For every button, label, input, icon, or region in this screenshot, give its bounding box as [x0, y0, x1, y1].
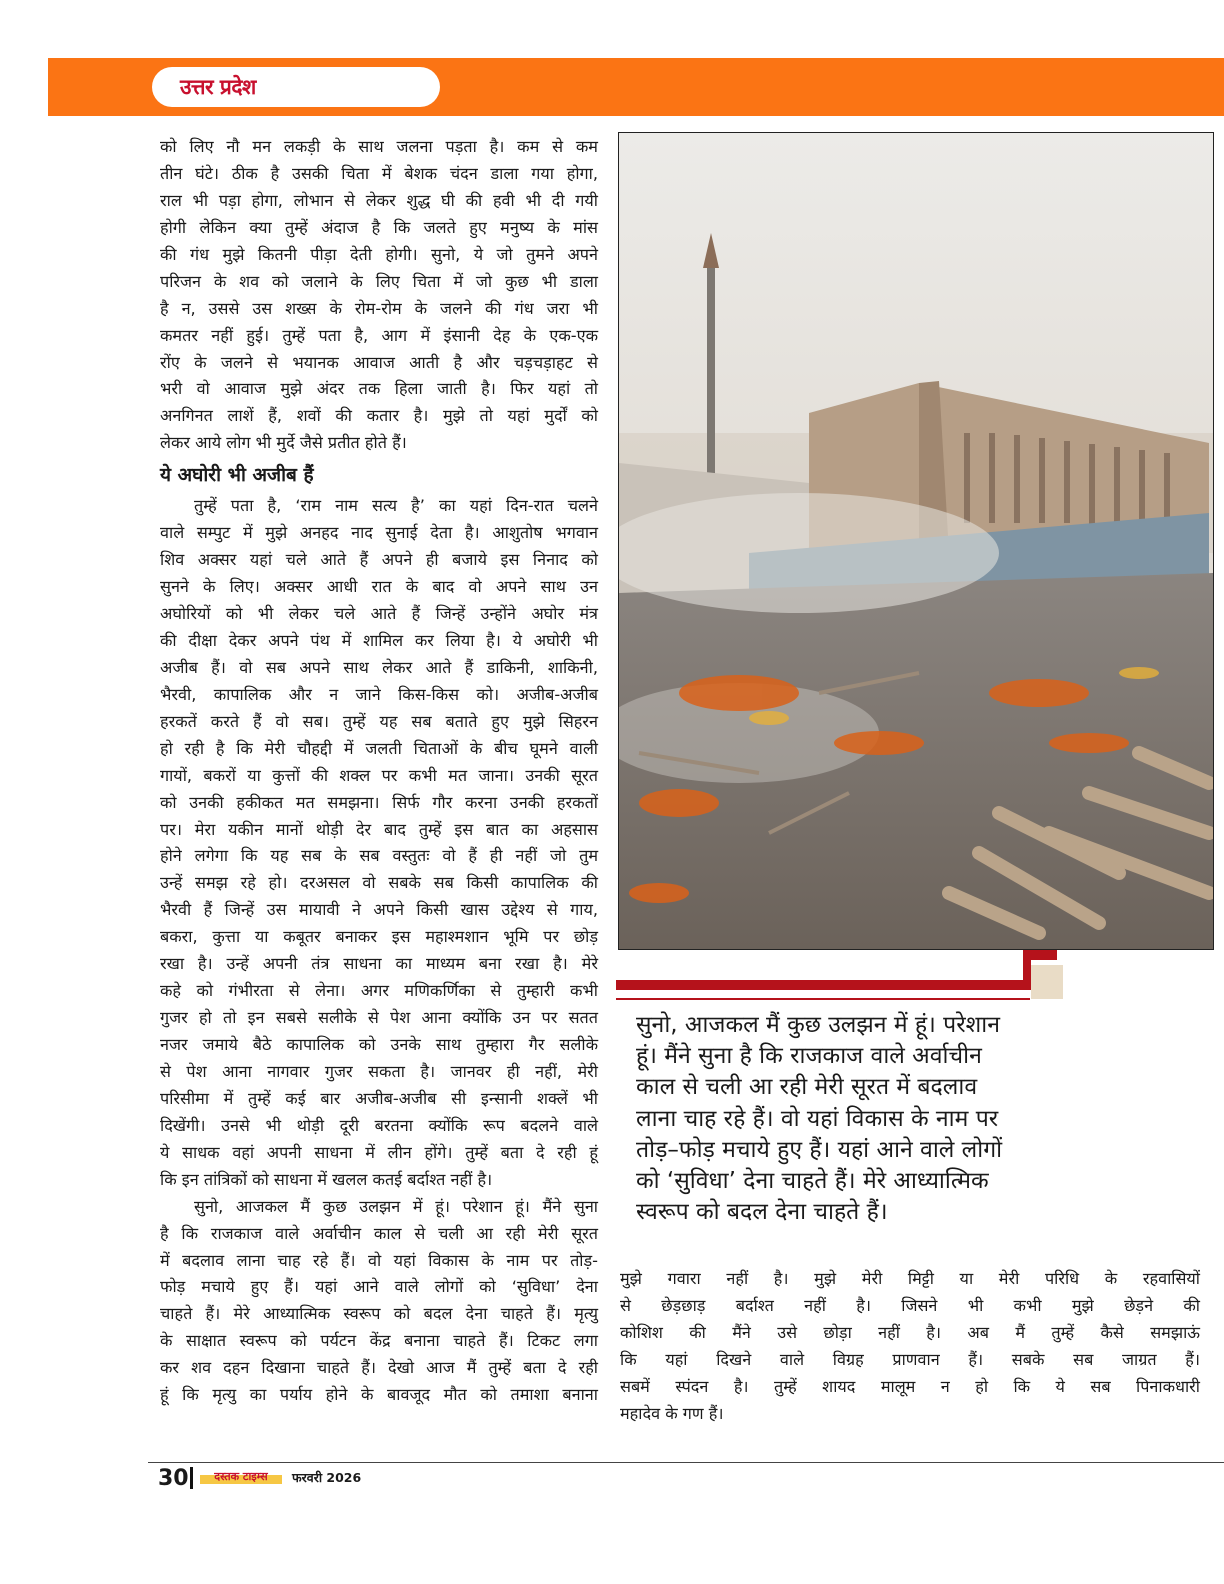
- pull-quote-line: हूं। मैंने सुना है कि राजकाज वाले अर्वाचीन: [636, 1043, 982, 1070]
- right-text-column: [620, 1266, 1200, 1428]
- body-text-line: से छेड़छाड़ बर्दाश्त नहीं है। जिसने भी कभी मुझे छेड़ने की: [620, 1295, 1200, 1315]
- pull-quote-line: सुनो, आजकल मैं कुछ उलझन में हूं। परेशान: [636, 1012, 1000, 1038]
- body-text-line: दिखेंगी। उनसे भी थोड़ी दूरी बरतना क्योंकि रूप बदलने वाले: [160, 1115, 598, 1135]
- body-text-line: पर। मेरा यकीन मानों थोड़ी देर बाद तुम्हें इस बात का अहसास: [160, 819, 598, 839]
- decorative-red-rule: [616, 980, 1030, 990]
- footer-rule: [148, 1462, 1224, 1463]
- body-text-line: को उनकी हकीकत मत समझना। सिर्फ गौर करना उनकी हरकतों: [160, 792, 598, 812]
- pull-quote-line: को ‘सुविधा’ देना चाहते हैं। मेरे आध्यात्मिक: [636, 1167, 989, 1194]
- body-text-line: महादेव के गण हैं।: [620, 1403, 724, 1423]
- body-text-line: में बदलाव लाना चाह रहे हैं। वो यहां विकास के नाम पर तोड़-: [160, 1250, 598, 1270]
- body-text-line: गुजर हो तो इन सबसे सलीके से पेश आना क्योंकि उन पर सतत: [160, 1008, 598, 1028]
- body-text-line: कि यहां दिखने वाले विग्रह प्राणवान हैं। सबके सब जाग्रत हैं।: [620, 1349, 1200, 1369]
- body-text-line: हो रही है कि मेरी चौहद्दी में जलती चिताओं के बीच घूमने वाली: [160, 738, 598, 758]
- pull-quote: [636, 1010, 1056, 1228]
- body-text-line: कि इन तांत्रिकों को साधना में खलल कतई बर्दाश्त नहीं है।: [160, 1169, 493, 1189]
- body-text-line: मुझे गवारा नहीं है। मुझे मेरी मिट्टी या मेरी परिधि के रहवासियों: [620, 1269, 1200, 1288]
- body-text-line: तुम्हें पता है, ‘राम नाम सत्य है’ का यहां दिन-रात चलने: [194, 496, 598, 516]
- body-text-line: परिजन के शव को जलाने के लिए चिता में जो कुछ भी डाला: [160, 271, 598, 291]
- body-text-line: सुनो, आजकल मैं कुछ उलझन में हूं। परेशान हूं। मैंने सुना: [194, 1196, 598, 1216]
- decorative-red-thin-rule: [616, 998, 1030, 1000]
- pull-quote-line: काल से चली आ रही मेरी सूरत में बदलाव: [636, 1074, 978, 1101]
- body-text-line: रोंए के जलने से भयानक आवाज आती है और चड़चड़ाहट से: [160, 352, 598, 372]
- body-text-line: है न, उससे उस शख्स के रोम-रोम के जलने की गंध जरा भी: [160, 298, 598, 318]
- body-text-line: शिव अक्सर यहां चले आते हैं अपने ही बजाये इस निनाद को: [160, 550, 598, 570]
- pull-quote-line: स्वरूप को बदल देना चाहते हैं।: [636, 1199, 888, 1226]
- body-text-line: नजर जमाये बैठे कापालिक को उनके साथ तुम्हारा गैर सलीके: [160, 1035, 598, 1054]
- body-text-line: सुनने के लिए। अक्सर आधी रात के बाद वो अपने साथ उन: [160, 577, 598, 597]
- section-title: उत्तर प्रदेश: [180, 75, 256, 99]
- body-text-line: गायों, बकरों या कुत्तों की शक्ल पर कभी मत जाना। उनकी सूरत: [160, 765, 598, 785]
- body-text-line: से पेश आना नागवार गुजर सकता है। जानवर ही नहीं, मेरी: [160, 1061, 598, 1081]
- body-text-line: कोशिश की मैंने उसे छोड़ा नहीं है। अब मैं तुम्हें कैसे समझाऊं: [620, 1322, 1200, 1342]
- body-text-line: को लिए नौ मन लकड़ी के साथ जलना पड़ता है। कम से कम: [160, 137, 598, 156]
- body-text-line: होगी लेकिन क्या तुम्हें अंदाज है कि जलते हुए मनुष्य के मांस: [160, 217, 598, 237]
- body-text-line: बकरा, कुत्ता या कबूतर बनाकर इस महाश्मशान भूमि पर छोड़: [160, 927, 598, 947]
- section-label-pill: [152, 67, 440, 107]
- magazine-logo: दस्तक टाइम्स: [200, 1470, 282, 1484]
- body-text-line: कहे को गंभीरता से लेना। अगर मणिकर्णिका से तुम्हारी कभी: [160, 981, 598, 1001]
- body-text-line: तीन घंटे। ठीक है उसकी चिता में बेशक चंदन डाला गया होगा,: [160, 163, 598, 183]
- body-text-line: अजीब हैं। वो सब अपने साथ लेकर आते हैं डाकिनी, शाकिनी,: [160, 657, 598, 677]
- body-text-line: लेकर आये लोग भी मुर्दे जैसे प्रतीत होते हैं।: [160, 433, 407, 453]
- body-text-line: ये साधक वहां अपनी साधना में लीन होंगे। तुम्हें बता दे रही हूं: [160, 1142, 598, 1162]
- body-text-line: वाले सम्पुट में मुझे अनहद नाद सुनाई देता है। आशुतोष भगवान: [160, 523, 598, 543]
- body-text-line: फोड़ मचाये हुए हैं। यहां आने वाले लोगों को ‘सुविधा’ देना: [160, 1277, 598, 1297]
- body-text-line: के साक्षात स्वरूप को पर्यटन केंद्र बनाना चाहते हैं। टिकट लगा: [160, 1331, 598, 1351]
- body-text-line: हूं कि मृत्यु का पर्याय होने के बावजूद मौत को तमाशा बनाना: [160, 1385, 598, 1405]
- cremation-ghat-photo: [618, 132, 1214, 950]
- body-text-line: उन्हें समझ रहे हो। दरअसल वो सबके सब किसी कापालिक की: [160, 873, 598, 893]
- decorative-beige-square: [1031, 965, 1063, 999]
- footer-divider: [190, 1467, 193, 1489]
- subheading: ये अघोरी भी अजीब हैं: [160, 464, 314, 487]
- body-text-line: की गंध मुझे कितनी पीड़ा देती होगी। सुनो, ये जो तुमने अपने: [160, 244, 598, 264]
- body-text-line: कर शव दहन दिखाना चाहते हैं। देखो आज मैं तुम्हें बता दे रही: [160, 1358, 598, 1378]
- body-text-line: है कि राजकाज वाले अर्वाचीन काल से चली आ रही मेरी सूरत: [160, 1223, 598, 1243]
- body-text-line: होने लगेगा कि यह सब के सब वस्तुतः वो हैं ही नहीं जो तुम: [160, 846, 598, 866]
- pull-quote-line: तोड़–फोड़ मचाये हुए हैं। यहां आने वाले लोगों: [636, 1136, 1003, 1163]
- body-text-line: चाहते हैं। मेरे आध्यात्मिक स्वरूप को बदल देना चाहते हैं। मृत्यु: [160, 1304, 598, 1324]
- body-text-line: कमतर नहीं हुई। तुम्हें पता है, आग में इंसानी देह के एक-एक: [160, 325, 598, 345]
- body-text-line: भैरवी, कापालिक और न जाने किस-किस को। अजीब-अजीब: [160, 684, 598, 704]
- body-text-line: भरी वो आवाज मुझे अंदर तक हिला जाती है। फिर यहां तो: [160, 379, 598, 399]
- body-text-line: अघोरियों को भी लेकर चले आते हैं जिन्हें उन्होंने अघोर मंत्र: [160, 604, 598, 623]
- body-text-line: रखा है। उन्हें अपनी तंत्र साधना का माध्यम बना रखा है। मेरे: [160, 954, 598, 974]
- body-text-line: राल भी पड़ा होगा, लोभान से लेकर शुद्ध घी की हवी भी दी गयी: [160, 190, 598, 210]
- pull-quote-line: लाना चाह रहे हैं। वो यहां विकास के नाम पर: [636, 1105, 999, 1132]
- left-text-column: [160, 134, 598, 1409]
- body-text-line: हरकतें करते हैं वो सब। तुम्हें यह सब बताते हुए मुझे सिहरन: [160, 711, 598, 731]
- body-text-line: परिसीमा में तुम्हें कई बार अजीब-अजीब सी इन्सानी शक्लें भी: [160, 1088, 598, 1108]
- body-text-line: अनगिनत लाशें हैं, शवों की कतार है। मुझे तो यहां मुर्दों को: [160, 406, 598, 426]
- photo-illustration: [619, 133, 1213, 949]
- issue-date: फरवरी 2026: [292, 1470, 362, 1485]
- body-text-line: की दीक्षा देकर अपने पंथ में शामिल कर लिया है। ये अघोरी भी: [160, 630, 598, 650]
- body-text-line: भैरवी हैं जिन्हें उस मायावी ने अपने किसी खास उद्देश्य से गाय,: [160, 900, 598, 920]
- page-number: 30: [158, 1466, 189, 1491]
- body-text-line: सबमें स्पंदन है। तुम्हें शायद मालूम न हो कि ये सब पिनाकधारी: [620, 1376, 1200, 1396]
